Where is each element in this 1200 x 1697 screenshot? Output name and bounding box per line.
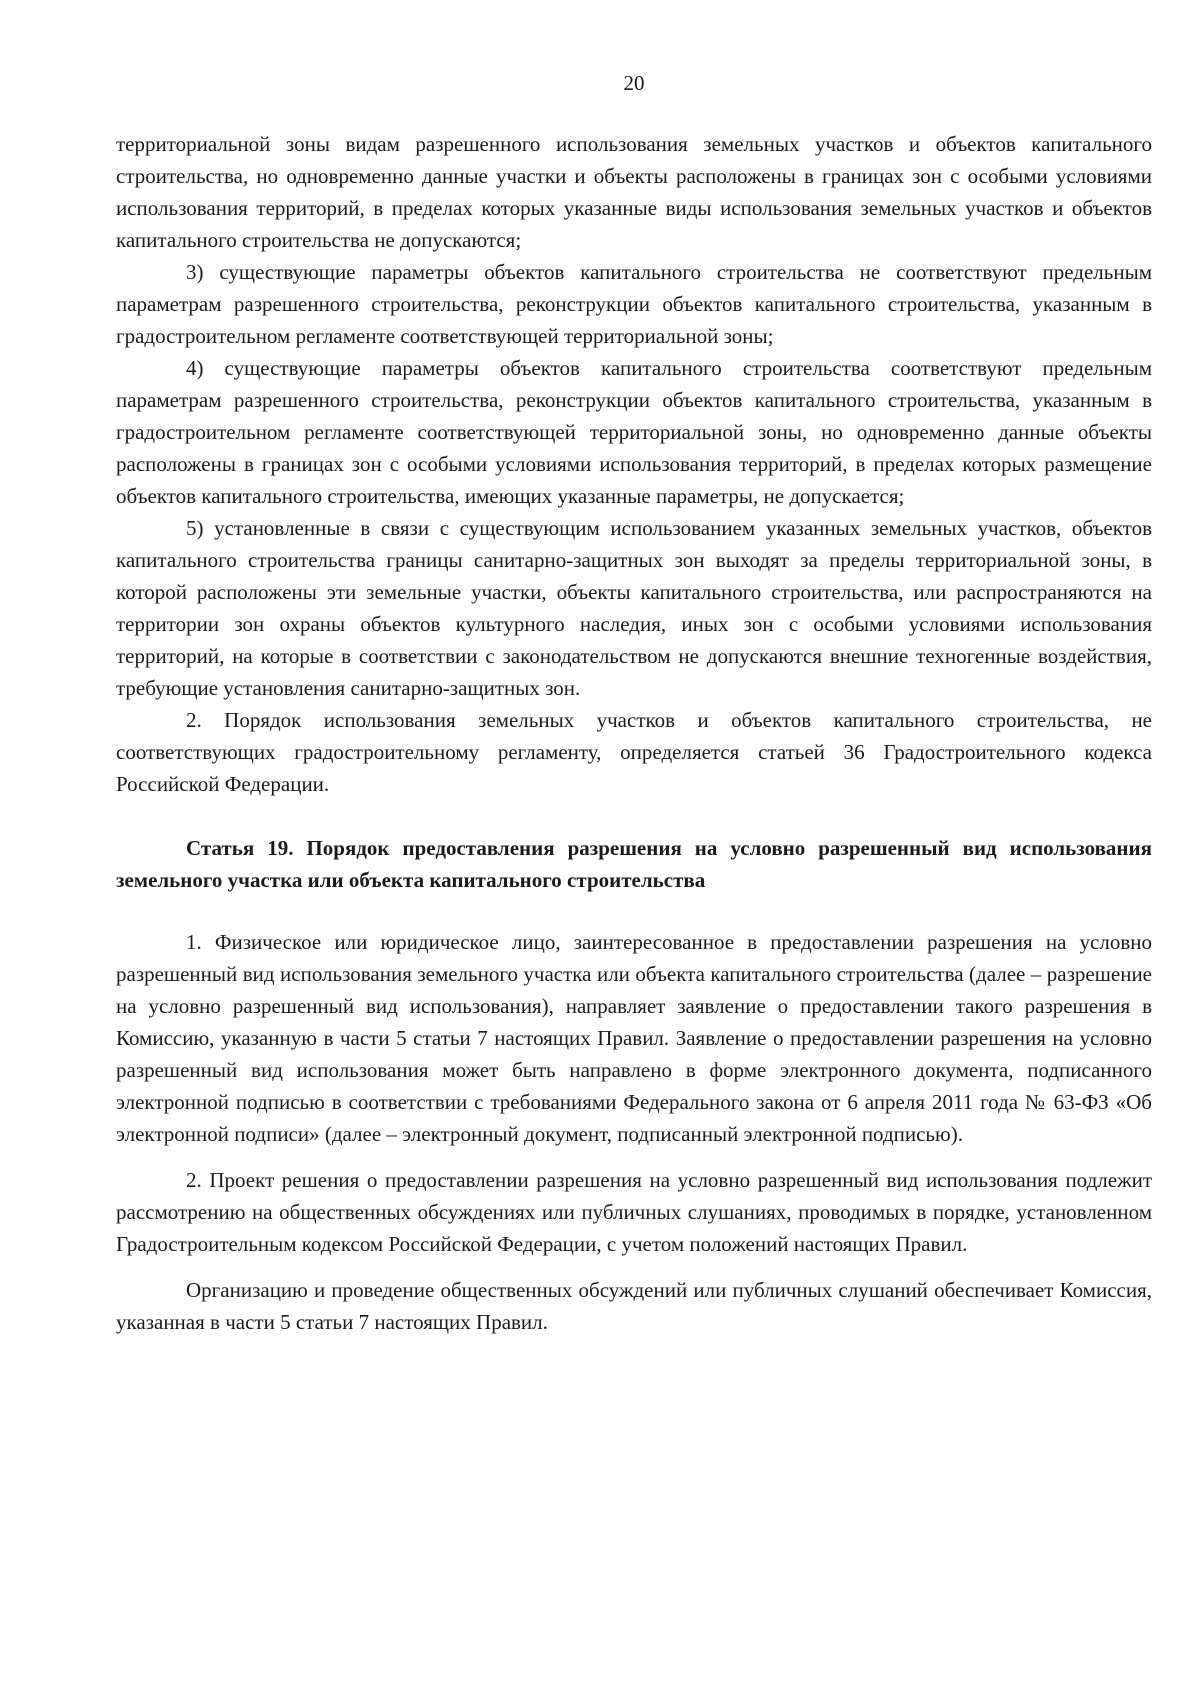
page-number: 20 [623, 71, 645, 95]
article-paragraph-1: 1. Физическое или юридическое лицо, заинтересованное в предоставлении разрешения на условно разрешенный вид использования земельного участка или объекта капитального строительства (далее – разрешение на условно разрешенный вид использования), направляет заявление о предоставлении такого разрешения в Комиссию, указанную в части 5 статьи 7 настоящих Правил. Заявление о предоставлении разрешения на условно разрешенный вид использования может быть направлено в форме электронного документа, подписанного электронной подписью в соответствии с требованиями Федерального закона от 6 апреля 2011 года № 63-ФЗ «Об электронной подписи» (далее – электронный документ, подписанный электронной подписью). [116, 930, 1152, 1146]
continuation-paragraph: территориальной зоны видам разрешенного использования земельных участков и объектов капитального строительства, но одновременно данные участки и объекты расположены в границах зон с особыми условиями использования территорий, в пределах которых указанные виды использования земельных участков и объектов капитального строительства не допускаются; [116, 132, 1152, 252]
article-heading: Статья 19. Порядок предоставления разрешения на условно разрешенный вид использования земельного участка или объекта капитального строительства [116, 836, 1152, 892]
list-item-5: 5) установленные в связи с существующим использованием указанных земельных участков, объектов капитального строительства границы санитарно-защитных зон выходят за пределы территориальной зоны, в которой расположены эти земельные участки, объекты капитального строительства, или распространяются на территории зон охраны объектов культурного наследия, иных зон с особыми условиями использования территорий, на которые в соответствии с законодательством не допускаются внешние техногенные воздействия, требующие установления санитарно-защитных зон. [116, 516, 1152, 700]
body-text [116, 128, 1152, 800]
article-body [116, 926, 1152, 1338]
article-paragraph-3: Организацию и проведение общественных обсуждений или публичных слушаний обеспечивает Комиссия, указанная в части 5 статьи 7 настоящих Правил. [116, 1278, 1152, 1334]
document-page [116, 0, 1152, 1352]
article-paragraph-2: 2. Проект решения о предоставлении разрешения на условно разрешенный вид использования подлежит рассмотрению на общественных обсуждениях или публичных слушаниях, проводимых в порядке, установленном Градостроительным кодексом Российской Федерации, с учетом положений настоящих Правил. [116, 1168, 1152, 1256]
paragraph-2: 2. Порядок использования земельных участков и объектов капитального строительства, не соответствующих градостроительному регламенту, определяется статьей 36 Градостроительного кодекса Российской Федерации. [116, 708, 1152, 796]
list-item-3: 3) существующие параметры объектов капитального строительства не соответствуют предельным параметрам разрешенного строительства, реконструкции объектов капитального строительства, указанным в градостроительном регламенте соответствующей территориальной зоны; [116, 260, 1152, 348]
list-item-4: 4) существующие параметры объектов капитального строительства соответствуют предельным параметрам разрешенного строительства, реконструкции объектов капитального строительства, указанным в градостроительном регламенте соответствующей территориальной зоны, но одновременно данные объекты расположены в границах зон с особыми условиями использования территорий, в пределах которых размещение объектов капитального строительства, имеющих указанные параметры, не допускается; [116, 356, 1152, 508]
